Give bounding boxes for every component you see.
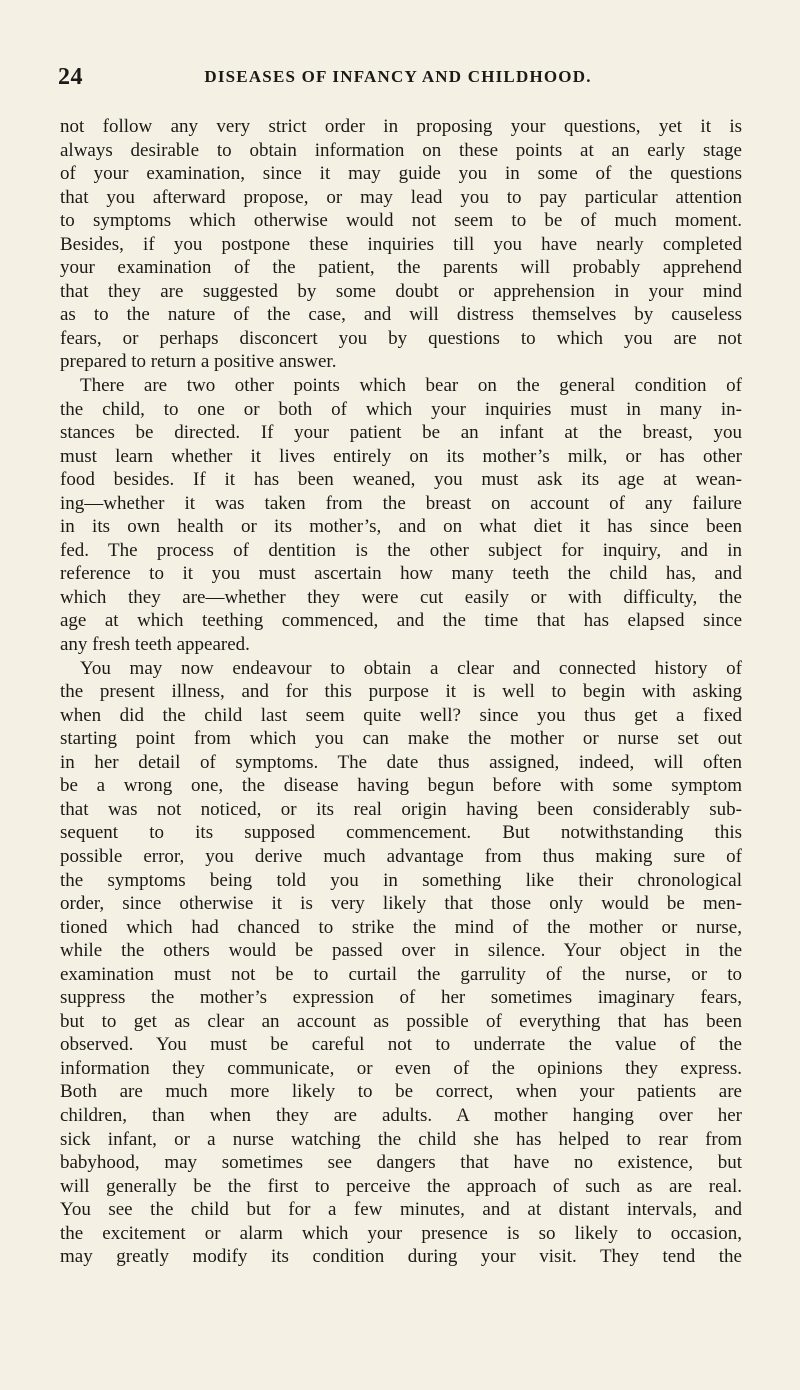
text-line: the symptoms being told you in something like their chronological bbox=[60, 869, 742, 891]
text-line: You may now endeavour to obtain a clear and connected history of bbox=[80, 657, 742, 679]
text-line: always desirable to obtain information on these points at an early stage bbox=[60, 139, 742, 161]
text-line: that they are suggested by some doubt or apprehension in your mind bbox=[60, 280, 742, 302]
text-line: children, than when they are adults. A mother hanging over her bbox=[60, 1104, 742, 1126]
text-line: order, since otherwise it is very likely that those only would be men- bbox=[60, 893, 742, 915]
text-line: when did the child last seem quite well? since you thus get a fixed bbox=[60, 704, 742, 726]
text-line: Both are much more likely to be correct, when your patients are bbox=[60, 1081, 742, 1103]
text-line: in her detail of symptoms. The date thus assigned, indeed, will often bbox=[60, 751, 742, 773]
text-line: of your examination, since it may guide you in some of the questions bbox=[60, 163, 742, 185]
text-line: any fresh teeth appeared. bbox=[60, 634, 250, 656]
text-line: your examination of the patient, the parents will probably apprehend bbox=[60, 257, 742, 279]
text-line: starting point from which you can make the mother or nurse set out bbox=[60, 728, 742, 750]
text-line: fears, or perhaps disconcert you by questions to which you are not bbox=[60, 327, 742, 349]
text-line: that was not noticed, or its real origin having been considerably sub- bbox=[60, 798, 742, 820]
text-line: You see the child but for a few minutes, and at distant intervals, and bbox=[60, 1199, 742, 1221]
text-line: information they communicate, or even of the opinions they express. bbox=[60, 1057, 742, 1079]
text-line: sequent to its supposed commencement. But notwithstanding this bbox=[60, 822, 742, 844]
text-line: fed. The process of dentition is the other subject for inquiry, and in bbox=[60, 539, 742, 561]
text-line: ing—whether it was taken from the breast on account of any failure bbox=[60, 492, 742, 514]
text-line: will generally be the first to perceive the approach of such as are real. bbox=[60, 1175, 742, 1197]
text-line: stances be directed. If your patient be an infant at the breast, you bbox=[60, 422, 742, 444]
text-line: There are two other points which bear on the general condition of bbox=[80, 375, 742, 397]
text-line: but to get as clear an account as possible of everything that has been bbox=[60, 1010, 742, 1032]
text-line: not follow any very strict order in proposing your questions, yet it is bbox=[60, 116, 742, 137]
text-line: the excitement or alarm which your presence is so likely to occasion, bbox=[60, 1222, 742, 1244]
text-line: prepared to return a positive answer. bbox=[60, 351, 337, 373]
running-head: DISEASES OF INFANCY AND CHILDHOOD. bbox=[204, 67, 592, 86]
page-header bbox=[58, 64, 738, 88]
text-line: may greatly modify its condition during your visit. They tend the bbox=[60, 1246, 742, 1268]
text-line: while the others would be passed over in silence. Your object in the bbox=[60, 940, 742, 962]
text-line: sick infant, or a nurse watching the child she has helped to rear from bbox=[60, 1128, 742, 1150]
text-line: possible error, you derive much advantage from thus making sure of bbox=[60, 845, 742, 867]
text-line: that you afterward propose, or may lead you to pay particular attention bbox=[60, 186, 742, 208]
text-line: observed. You must be careful not to underrate the value of the bbox=[60, 1034, 742, 1056]
text-line: examination must not be to curtail the garrulity of the nurse, or to bbox=[60, 963, 742, 985]
text-line: suppress the mother’s expression of her sometimes imaginary fears, bbox=[60, 987, 742, 1009]
text-line: Besides, if you postpone these inquiries till you have nearly completed bbox=[60, 233, 742, 255]
text-line: must learn whether it lives entirely on its mother’s milk, or has other bbox=[60, 445, 742, 467]
text-line: food besides. If it has been weaned, you must ask its age at wean- bbox=[60, 469, 742, 491]
text-line: in its own health or its mother’s, and on what diet it has since been bbox=[60, 516, 742, 538]
text-line: be a wrong one, the disease having begun before with some symptom bbox=[60, 775, 742, 797]
text-line: to symptoms which otherwise would not seem to be of much moment. bbox=[60, 210, 742, 232]
text-line: babyhood, may sometimes see dangers that have no existence, but bbox=[60, 1152, 742, 1174]
text-line: reference to it you must ascertain how many teeth the child has, and bbox=[60, 563, 742, 585]
text-line: as to the nature of the case, and will distress themselves by causeless bbox=[60, 304, 742, 326]
text-line: the child, to one or both of which your inquiries must in many in- bbox=[60, 398, 742, 420]
page-number: 24 bbox=[58, 64, 83, 90]
text-line: tioned which had chanced to strike the mind of the mother or nurse, bbox=[60, 916, 742, 938]
text-line: which they are—whether they were cut easily or with difficulty, the bbox=[60, 586, 742, 608]
body-text bbox=[60, 115, 742, 1269]
text-line: the present illness, and for this purpose it is well to begin with asking bbox=[60, 681, 742, 703]
text-line: age at which teething commenced, and the time that has elapsed since bbox=[60, 610, 742, 632]
